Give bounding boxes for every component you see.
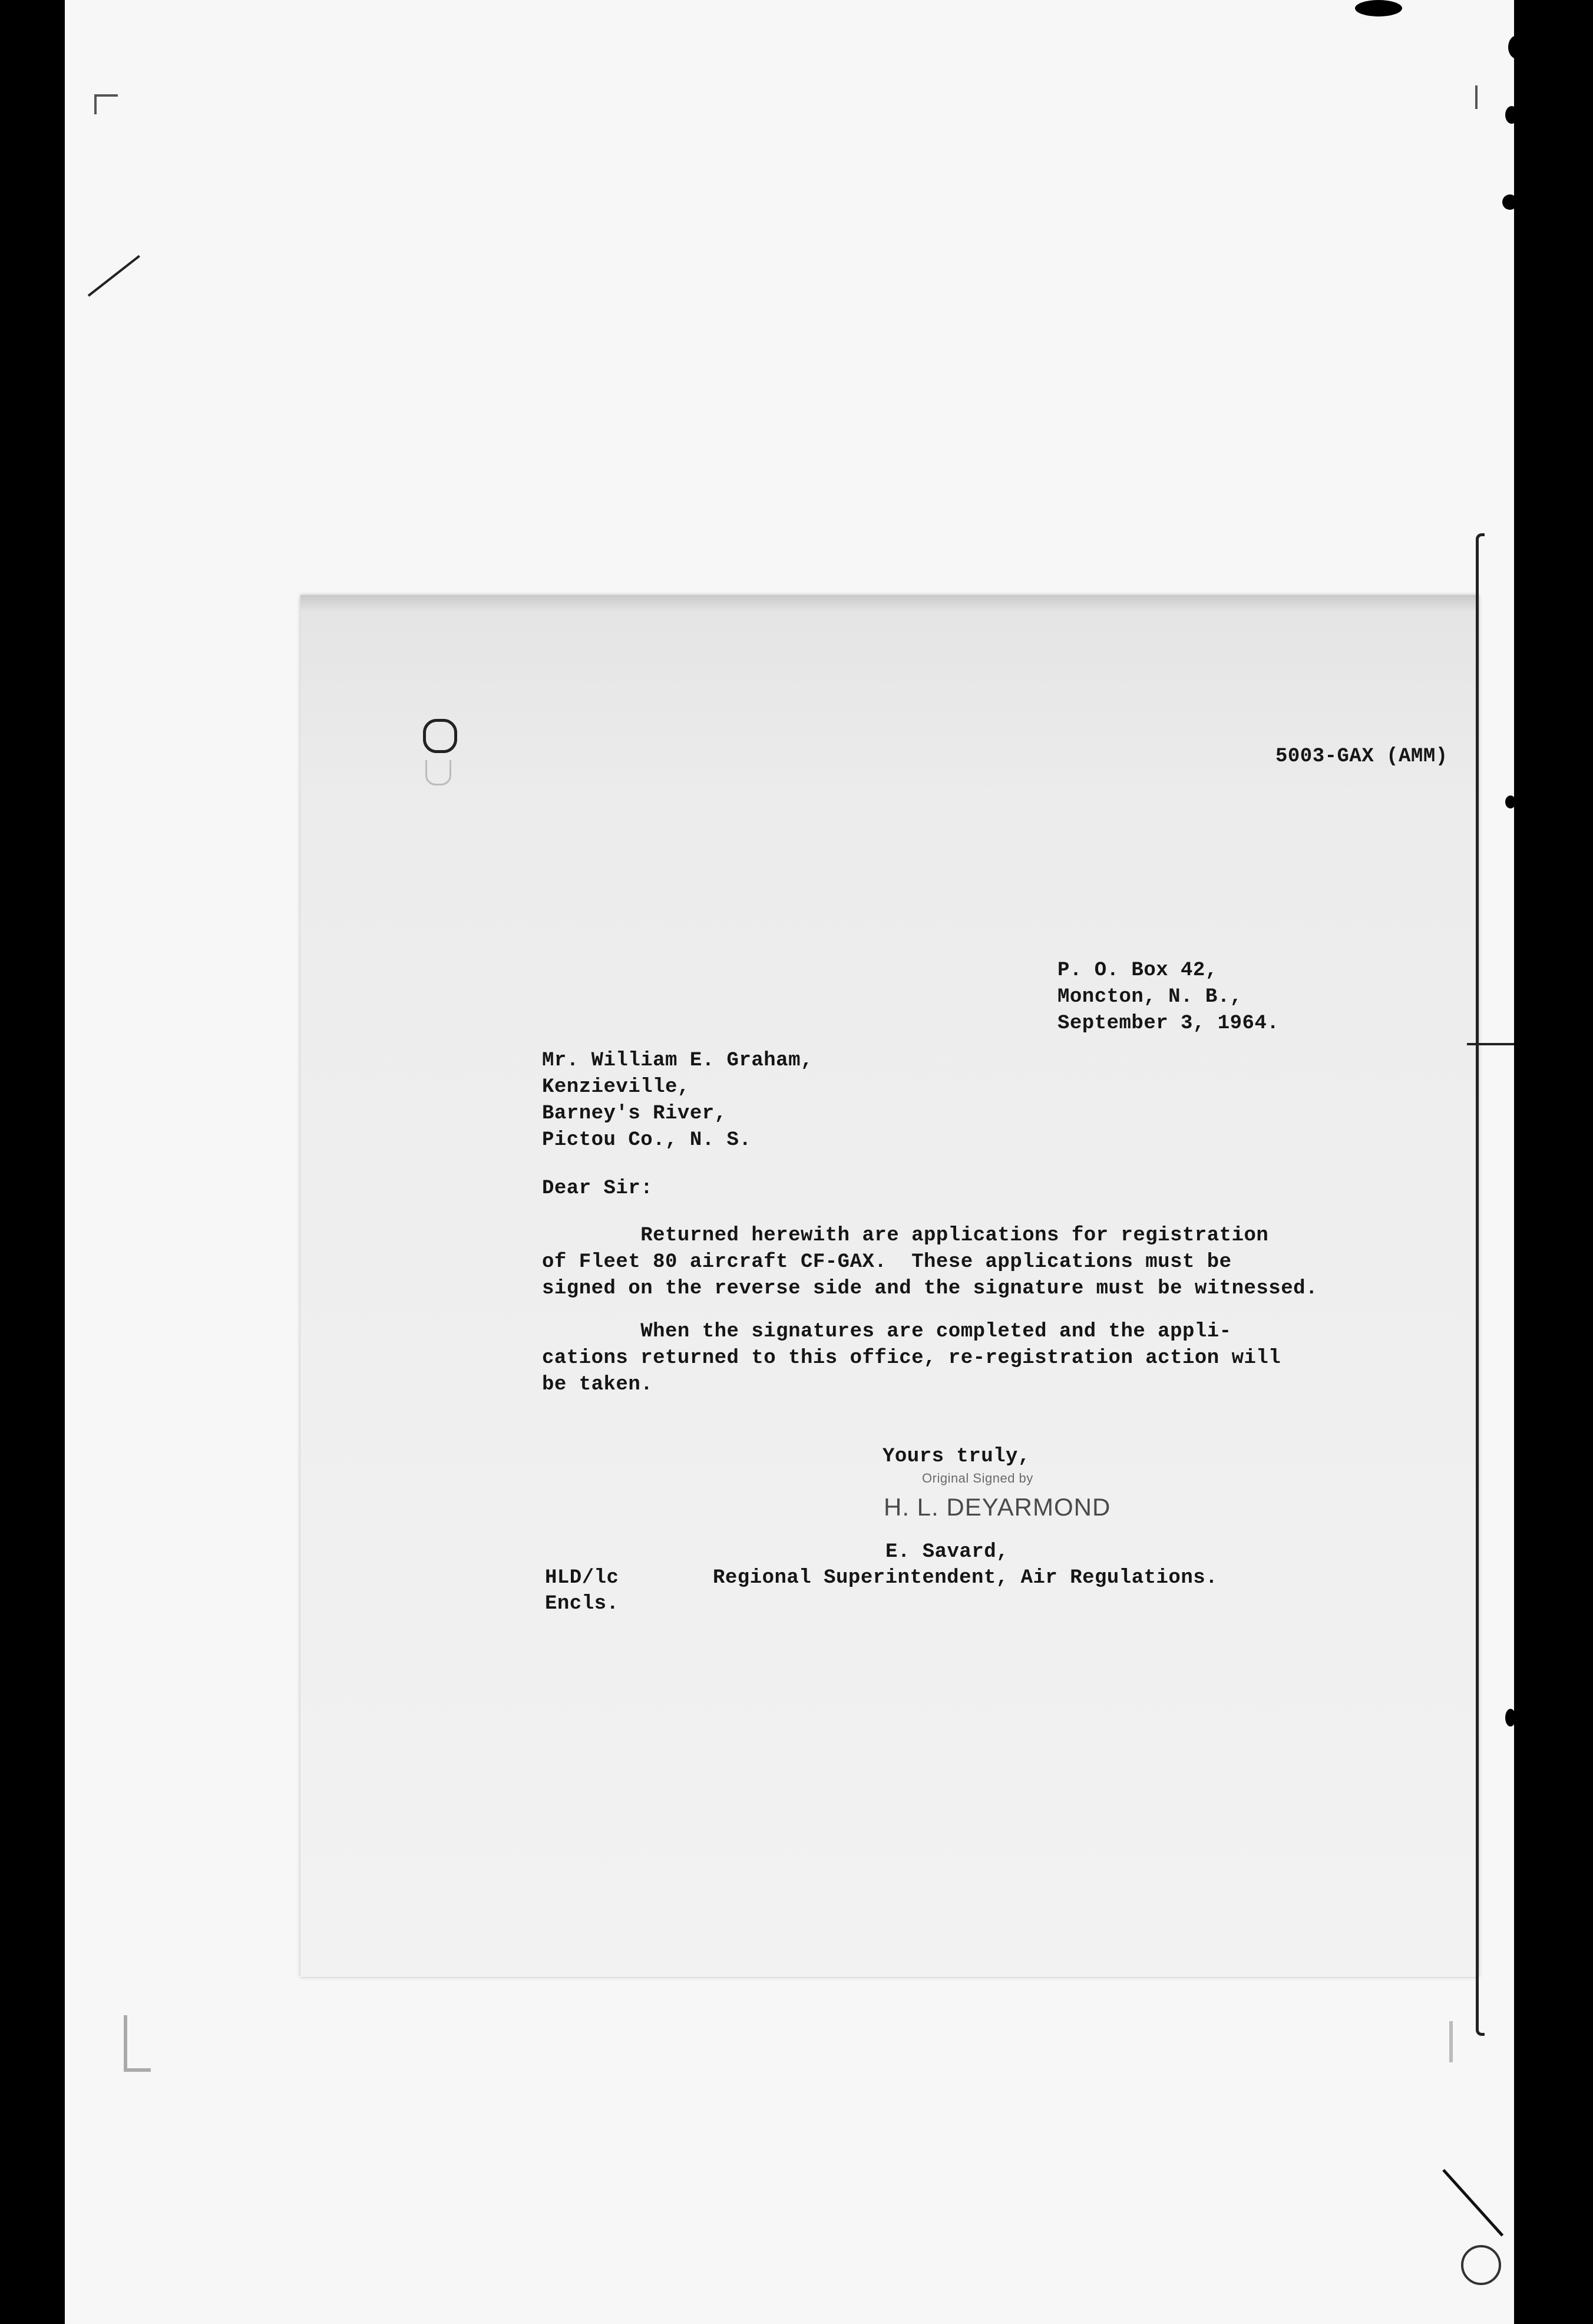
film-speck	[1505, 1709, 1516, 1727]
complimentary-close: Yours truly,	[883, 1445, 1030, 1468]
body-line: be taken.	[542, 1374, 653, 1396]
return-address-line: P. O. Box 42,	[1057, 959, 1218, 982]
signatory-name: E. Savard,	[885, 1541, 1009, 1563]
crop-mark-bottom-right	[1437, 2021, 1453, 2062]
body-line: When the signatures are completed and the appli-	[542, 1321, 1232, 1343]
recipient-line: Mr. William E. Graham,	[542, 1049, 813, 1072]
body-line: Returned herewith are applications for registration	[542, 1224, 1269, 1247]
film-speck	[1505, 106, 1518, 124]
recipient-address	[542, 1048, 813, 1154]
recipient-line: Pictou Co., N. S.	[542, 1129, 752, 1151]
body-line: cations returned to this office, re-registration action will	[542, 1347, 1281, 1369]
return-address-line: Moncton, N. B.,	[1057, 986, 1242, 1008]
punch-hole-shadow	[425, 760, 451, 785]
return-address	[1057, 958, 1279, 1037]
film-speck	[1355, 0, 1402, 16]
signature-stamp-caption: Original Signed by	[922, 1471, 1033, 1485]
film-speck	[1508, 35, 1526, 59]
salutation: Dear Sir:	[542, 1177, 653, 1200]
crop-mark-top-right	[1461, 85, 1478, 109]
body-line: signed on the reverse side and the signature must be witnessed.	[542, 1277, 1318, 1300]
letter-body	[542, 1223, 1318, 1398]
sheet-top-shadow	[300, 595, 1479, 612]
corner-circle-mark	[1461, 2245, 1501, 2285]
signatory-title: Regional Superintendent, Air Regulations.	[713, 1567, 1218, 1589]
letter-date: September 3, 1964.	[1057, 1012, 1280, 1035]
recipient-line: Barney's River,	[542, 1102, 727, 1125]
film-speck	[1505, 795, 1516, 808]
punch-hole-mark	[423, 719, 457, 753]
enclosure-note: Encls.	[545, 1593, 619, 1615]
crop-mark-bottom-left	[124, 2015, 151, 2072]
recipient-line: Kenzieville,	[542, 1076, 690, 1098]
signature-stamp-name: H. L. DEYARMOND	[884, 1493, 1111, 1521]
paragraph-gap	[542, 1302, 1318, 1319]
reference-initials: HLD/lc	[545, 1567, 619, 1589]
binding-tick-mark	[1467, 1043, 1514, 1045]
film-speck	[1502, 194, 1518, 210]
page-binding-edge	[1476, 533, 1485, 2036]
crop-mark-top-left	[94, 94, 118, 114]
file-reference: 5003-GAX (AMM)	[1275, 745, 1448, 768]
body-line: of Fleet 80 aircraft CF-GAX. These applications must be	[542, 1251, 1232, 1273]
